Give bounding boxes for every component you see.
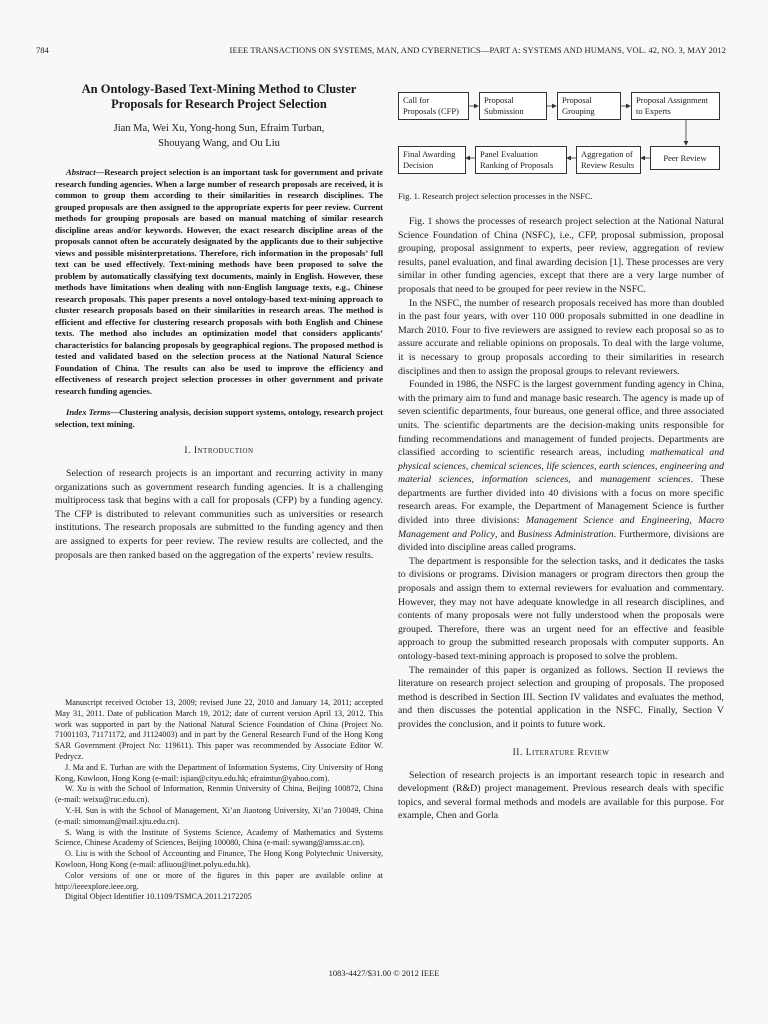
authors-line-2: Shouyang Wang, and Ou Liu	[158, 138, 280, 149]
authors	[55, 121, 383, 151]
left-column	[55, 82, 383, 562]
authors-line-1: Jian Ma, Wei Xu, Yong-hong Sun, Efraim Turban,	[113, 123, 325, 134]
right-column	[398, 86, 724, 823]
index-terms-label: Index Terms	[66, 407, 111, 417]
footnote-xu: W. Xu is with the School of Information, Renmin University of China, Beijing 100872, China (e-mail: weixu@ruc.edu.cn).	[55, 784, 383, 805]
index-terms	[55, 407, 383, 430]
paragraph-nsfc-volume: In the NSFC, the number of research proposals received has more than doubled in the past four years, with over 110 000 proposals submitted in one deadline in March 2010. Four to five reviewers are assigned to review each proposal so as to assure accurate and reliable opinions on proposals. To deal with the large volume, it is necessary to group proposals according to their similarities in research disciplines and then to assign the proposal groups to relevant reviewers.	[398, 297, 724, 377]
footnote-wang: S. Wang is with the Institute of Systems Science, Academy of Mathematics and Systems Science, Chinese Academy of Sciences, Beijing 100080, China (e-mail: sywang@amss.ac.cn).	[55, 827, 383, 848]
footnote-doi: Digital Object Identifier 10.1109/TSMCA.2011.2172205	[65, 892, 252, 902]
abstract	[55, 167, 383, 397]
paragraph-remainder: The remainder of this paper is organized as follows. Section II reviews the literature on research project selection and grouping of proposals. The proposed method is described in Section III. Section IV validates and evaluates the method, and then discusses the potential application in the NSFC. Finally, Section V provides the conclusion, and it points to future work.	[398, 664, 724, 730]
footnote-color: Color versions of one or more of the figures in this paper are available online at http://ieeexplore.ieee.org.	[55, 870, 383, 891]
page-number: 784	[36, 45, 49, 55]
box-proposal-submission: Proposal Submission	[479, 92, 547, 120]
paragraph-nsfc-founded: Founded in 1986, the NSFC is the largest government funding agency in China, with the primary aim to fund and manage basic research. The agency is made up of seven scientific departments, four bureaus, one general office, and three associated units. The scientific departments are the decision-making units responsible for funding recommendations and management of funded projects. Departments are classified according to scientific research areas, including mathematical and physical sciences, chemical sciences, life sciences, earth sciences, engineering and material sciences, information sciences, and management sciences. These departments are further divided into 40 divisions with a focus on more specific research areas. For example, the Department of Management Science is further divided into three divisions: Management Science and Engineering, Macro Management and Policy, and Business Administration. Furthermore, divisions are divided into discipline areas called programs.	[398, 379, 724, 554]
section-heading-literature-review: II. Literature Review	[512, 747, 610, 758]
paragraph-fig1: Fig. 1 shows the processes of research project selection at the National Natural Science Foundation of China (NSFC), i.e., CFP, proposal submission, proposal grouping, proposal assignment to experts, peer review, aggregation of review results, panel evaluation, and final awarding decision [1]. These processes are very similar in other funding agencies, except that there are a very large number of proposals that need to be grouped for peer review in the NSFC.	[398, 216, 724, 295]
box-call-for-proposals: Call for Proposals (CFP)	[398, 92, 469, 120]
paragraph-department: The department is responsible for the selection tasks, and it dedicates the tasks to divisions or programs. Division managers or program directors then group the proposals and assign them to external reviewers for evaluation and commentary. However, they may not have adequate knowledge in all research disciplines, and contents of many proposals were not fully understood when the proposals were grouped. Therefore, there was an urgent need for an effective and feasible approach to group the submitted research proposals with computer supports. An ontology-based text-mining approach is proposed to solve the problem.	[398, 555, 724, 662]
index-terms-text: —Clustering analysis, decision support systems, ontology, research project selection, text mining.	[55, 407, 384, 429]
footnote-sun: Y.-H. Sun is with the School of Management, Xi’an Jiaotong University, Xi’an 710049, China (e-mail: simonsun@mail.xjtu.edu.cn).	[55, 805, 383, 826]
box-proposal-assignment: Proposal Assignment to Experts	[631, 92, 720, 120]
paragraph-literature: Selection of research projects is an important research topic in research and development (R&D) project management. Previous research deals with specific topics, and several formal methods and models are available for this purpose. For example, Chen and Gorla	[398, 769, 724, 822]
figure-caption: Fig. 1. Research project selection processes in the NSFC.	[398, 191, 593, 201]
box-final-awarding: Final Awarding Decision	[398, 146, 466, 174]
footnote-liu: O. Liu is with the School of Accounting and Finance, The Hong Kong Polytechnic University, Kowloon, Hong Kong (e-mail: afliuou@inet.polyu.edu.hk).	[55, 849, 383, 869]
journal-header: IEEE TRANSACTIONS ON SYSTEMS, MAN, AND CYBERNETICS—PART A: SYSTEMS AND HUMANS, VOL. 42, NO. 3, MAY 2012	[229, 45, 726, 55]
process-flow-figure	[398, 86, 724, 182]
box-peer-review: Peer Review	[650, 146, 720, 170]
box-proposal-grouping: Proposal Grouping	[557, 92, 621, 120]
box-aggregation: Aggregation of Review Results	[576, 146, 641, 174]
footnote-ma-turban: J. Ma and E. Turban are with the Department of Information Systems, City University of Hong Kong, Kowloon, Hong Kong (e-mail: isjian@cityu.edu.hk; efraimtur@yahoo.com).	[55, 762, 383, 783]
abstract-label: Abstract	[66, 167, 96, 177]
section-heading-introduction: I. Introduction	[184, 446, 254, 456]
intro-paragraph: Selection of research projects is an important and recurring activity in many organizations such as government research funding agencies. It is a challenging multiprocess task that begins with a call for proposals (CFP) by a funding agency. The CFP is distributed to relevant communities such as universities or research institutions. The research proposals are submitted to the funding agency and then are assigned to experts for peer review. The review results are collected, and the proposals are then ranked based on the aggregation of the experts’ review results.	[55, 468, 383, 561]
paper-title: An Ontology-Based Text-Mining Method to Cluster Proposals for Research Project Selection	[81, 82, 357, 111]
footnote-manuscript: Manuscript received October 13, 2009; revised June 22, 2010 and January 14, 2011; accepted May 31, 2011. Date of publication March 19, 2012; date of current version April 13, 2012. This work was supported in part by the National Natural Science Foundation of China (Project No. 71001103, 71171172, and J1124003) and in part by the General Research Fund of the Hong Kong SAR Government (Project No: 119611). This paper was recommended by Associate Editor W. Pedrycz.	[55, 698, 383, 761]
box-panel-evaluation: Panel Evaluation Ranking of Proposals	[475, 146, 567, 174]
footnotes	[55, 698, 383, 903]
copyright-footer: 1083-4427/$31.00 © 2012 IEEE	[328, 968, 440, 978]
abstract-text: —Research project selection is an important task for government and private research funding agencies. When a large number of research proposals are received, it is common to group them according to their similarities in research disciplines. The grouped proposals are then assigned to the appropriate experts for peer review. Current methods for grouping proposals are based on manual matching of similar research discipline areas and/or keywords. However, the exact research discipline areas of the proposals cannot often be accurately designated by the applicants due to their subjective views and possible misinterpretations. Therefore, rich information in the proposals’ full text can be used effectively. Text-mining methods have been proposed to solve the problem by automatically classifying text documents, mainly in English. However, these methods have limitations when dealing with non-English language texts, e.g., Chinese research proposals. This paper presents a novel ontology-based text-mining approach to cluster research proposals based on their similarities in research areas. The method is efficient and effective for clustering research proposals with both English and Chinese texts. The method also includes an optimization model that considers applicants’ characteristics for balancing proposals by geographical regions. The proposed method is tested and validated based on the selection process at the National Natural Science Foundation of China. The results can also be used to improve the efficiency and effectiveness of research project selection processes in other government and private research funding agencies.	[55, 167, 383, 396]
